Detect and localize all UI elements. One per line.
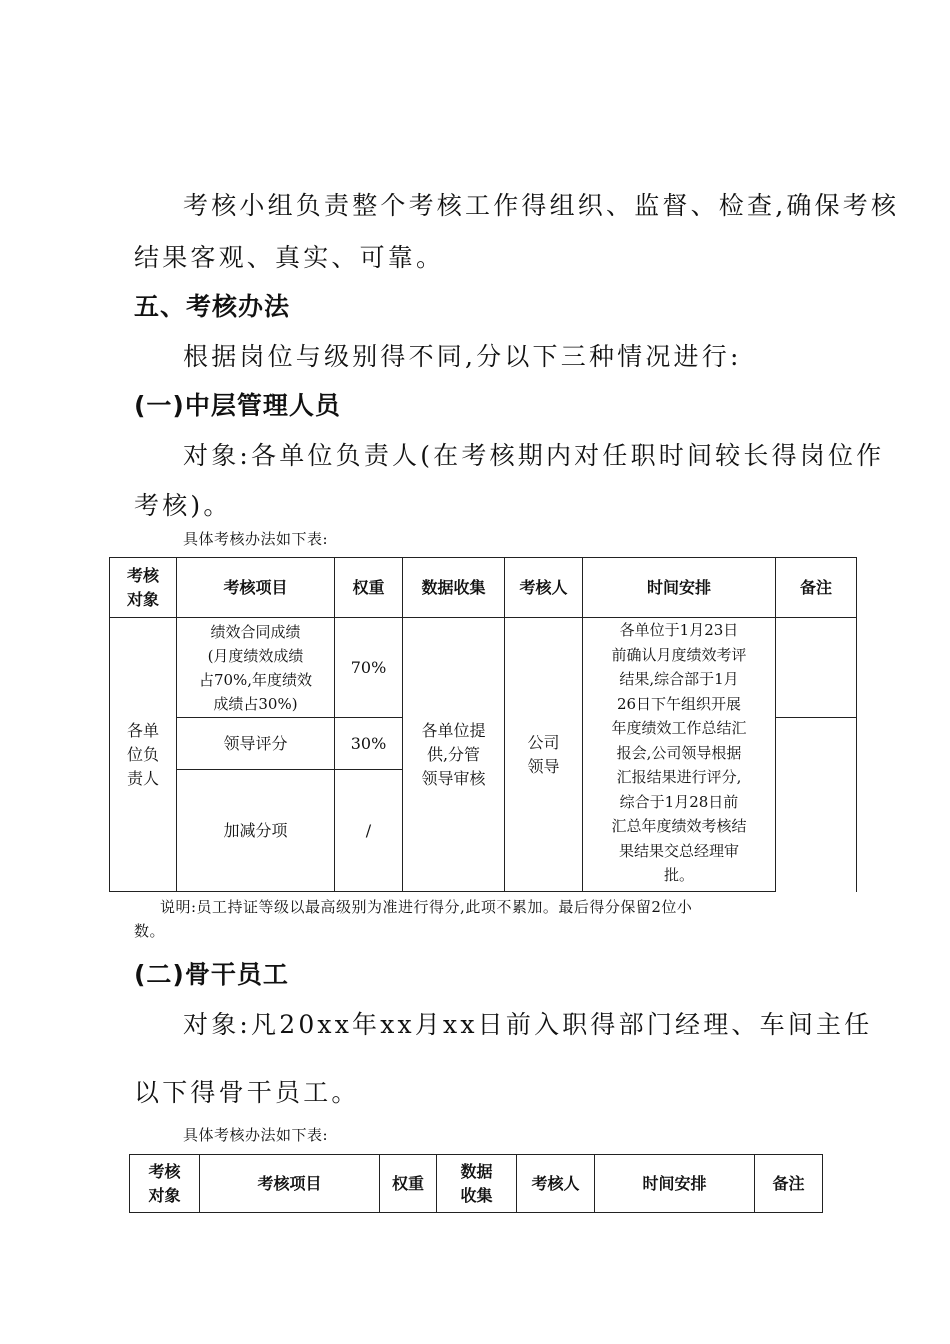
header-cell: 考核 对象 xyxy=(110,558,177,618)
header-cell: 考核项目 xyxy=(200,1155,380,1213)
item-cell: 加减分项 xyxy=(177,770,335,892)
table-caption: 具体考核办法如下表: xyxy=(183,1126,329,1144)
table-row xyxy=(110,618,857,718)
header-cell: 备注 xyxy=(776,558,857,618)
data-collection-cell: 各单位提 供,分管 领导审核 xyxy=(403,618,505,892)
weight-cell: / xyxy=(335,770,403,892)
remark-cell xyxy=(776,718,857,892)
header-cell: 考核人 xyxy=(517,1155,595,1213)
subsection-heading: (一)中层管理人员 xyxy=(134,391,341,420)
target-line: 对象:凡20xx年xx月xx日前入职得部门经理、车间主任 xyxy=(183,1010,873,1039)
target-line: 以下得骨干员工。 xyxy=(134,1078,360,1107)
header-cell: 考核人 xyxy=(505,558,583,618)
header-cell: 时间安排 xyxy=(583,558,776,618)
schedule-cell: 各单位于1月23日 前确认月度绩效考评 结果,综合部于1月 26日下午组织开展 年度绩效工作总结汇 报会,公司领导根据 汇报结果进行评分, 综合于1月28日前 汇总年度绩效考核结 果结果交总经理审 批。 xyxy=(583,618,776,892)
assessment-table-middle-managers xyxy=(109,557,857,892)
header-cell: 权重 xyxy=(380,1155,437,1213)
subsection-heading: (二)骨干员工 xyxy=(134,960,289,989)
header-cell: 数据收集 xyxy=(403,558,505,618)
item-cell: 领导评分 xyxy=(177,718,335,770)
assessor-cell: 公司 领导 xyxy=(505,618,583,892)
paragraph-line: 考核小组负责整个考核工作得组织、监督、检查,确保考核 xyxy=(183,191,900,220)
header-cell: 时间安排 xyxy=(595,1155,755,1213)
table-caption: 具体考核办法如下表: xyxy=(183,530,329,548)
header-cell: 考核 对象 xyxy=(130,1155,200,1213)
header-cell: 数据 收集 xyxy=(437,1155,517,1213)
section-intro: 根据岗位与级别得不同,分以下三种情况进行: xyxy=(183,342,742,371)
table-note: 说明:员工持证等级以最高级别为准进行得分,此项不累加。最后得分保留2位小 xyxy=(160,898,693,916)
assessment-table-key-staff xyxy=(129,1154,823,1213)
item-cell: 绩效合同成绩 (月度绩效成绩 占70%,年度绩效 成绩占30%) xyxy=(177,618,335,718)
subject-cell: 各单 位负 责人 xyxy=(110,618,177,892)
weight-cell: 70% xyxy=(335,618,403,718)
table-header-row xyxy=(110,558,857,618)
remark-cell xyxy=(776,618,857,718)
weight-cell: 30% xyxy=(335,718,403,770)
table-header-row xyxy=(130,1155,823,1213)
section-heading: 五、考核办法 xyxy=(134,292,291,321)
header-cell: 权重 xyxy=(335,558,403,618)
header-cell: 备注 xyxy=(755,1155,823,1213)
table-note: 数。 xyxy=(134,922,166,940)
target-line: 考核)。 xyxy=(134,491,232,520)
target-line: 对象:各单位负责人(在考核期内对任职时间较长得岗位作 xyxy=(183,441,885,470)
header-cell: 考核项目 xyxy=(177,558,335,618)
paragraph-line: 结果客观、真实、可靠。 xyxy=(134,243,445,272)
